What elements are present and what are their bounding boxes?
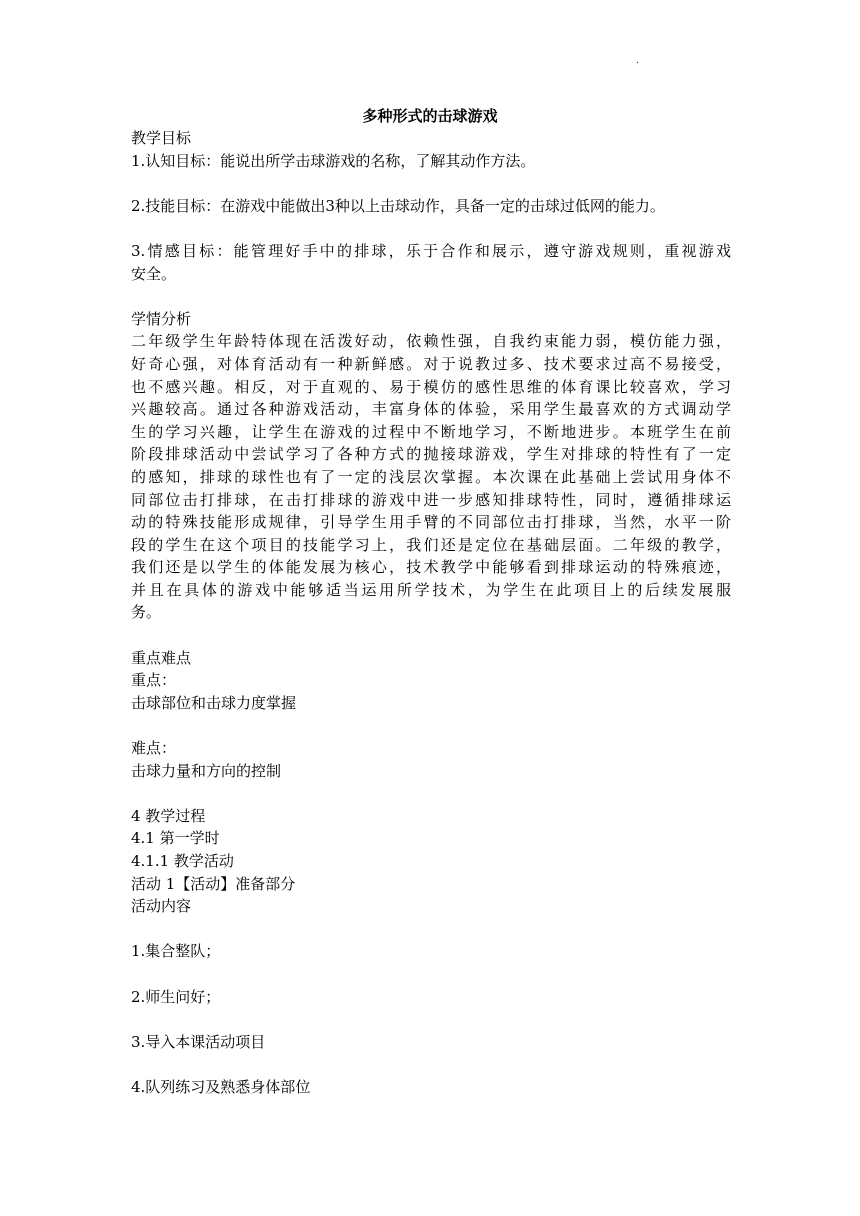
analysis-line: 段的学生在这个项目的技能学习上，我们还是定位在基础层面。二年级的教学， bbox=[131, 535, 731, 554]
activity-step: 1.集合整队； bbox=[131, 942, 221, 961]
goal-skill: 2.技能目标：在游戏中能做出3种以上击球动作，具备一定的击球过低网的能力。 bbox=[131, 196, 665, 215]
spacer bbox=[131, 1008, 731, 1031]
spacer bbox=[131, 172, 731, 195]
key-point-label: 重点： bbox=[131, 671, 177, 690]
analysis-line: 并且在具体的游戏中能够适当运用所学技术，为学生在此项目上的后续发展服 bbox=[131, 580, 731, 599]
section-heading-goals: 教学目标 bbox=[131, 129, 192, 147]
difficulty-label: 难点： bbox=[131, 739, 177, 758]
analysis-line: 同部位击打排球，在击打排球的游戏中进一步感知排球特性，同时，遵循排球运 bbox=[131, 490, 731, 509]
difficulty-text: 击球力量和方向的控制 bbox=[131, 761, 282, 780]
analysis-line: 的感知，排球的球性也有了一定的浅层次掌握。本次课在此基础上尝试用身体不 bbox=[131, 467, 731, 486]
spacer bbox=[131, 714, 731, 737]
section-heading-process: 4 教学过程 bbox=[131, 806, 206, 825]
analysis-line: 好奇心强，对体育活动有一种新鲜感。对于说教过多、技术要求过高不易接受， bbox=[131, 354, 731, 373]
analysis-line: 阶段排球活动中尝试学习了各种方式的抛接球游戏，学生对排球的特性有了一定 bbox=[131, 445, 731, 464]
analysis-line: 务。 bbox=[131, 603, 162, 622]
process-subheading: 4.1.1 教学活动 bbox=[131, 852, 234, 870]
spacer bbox=[131, 918, 731, 941]
spacer bbox=[131, 782, 731, 805]
document-body bbox=[131, 127, 731, 1099]
analysis-line: 我们还是以学生的体能发展为核心，技术教学中能够看到排球运动的特殊痕迹， bbox=[131, 558, 731, 577]
document-title: 多种形式的击球游戏 bbox=[362, 107, 498, 125]
activity-content-label: 活动内容 bbox=[131, 897, 192, 916]
goal-affective-line-1: 3.情感目标：能管理好手中的排球，乐于合作和展示，遵守游戏规则，重视游戏 bbox=[131, 241, 731, 260]
activity-step: 2.师生问好； bbox=[131, 987, 221, 1006]
spacer bbox=[131, 217, 731, 240]
activity-step: 3.导入本课活动项目 bbox=[131, 1032, 266, 1051]
section-heading-analysis: 学情分析 bbox=[131, 309, 192, 328]
header-mark: . bbox=[636, 55, 640, 66]
spacer bbox=[131, 963, 731, 986]
goal-affective-line-2: 安全。 bbox=[131, 264, 177, 283]
analysis-line: 动的特殊技能形成规律，引导学生用手臂的不同部位击打排球，当然，水平一阶 bbox=[131, 513, 731, 532]
analysis-line: 也不感兴趣。相反，对于直观的、易于模仿的感性思维的体育课比较喜欢，学习 bbox=[131, 377, 731, 396]
analysis-line: 兴趣较高。通过各种游戏活动，丰富身体的体验，采用学生最喜欢的方式调动学 bbox=[131, 400, 731, 419]
activity-step: 4.队列练习及熟悉身体部位 bbox=[131, 1077, 311, 1096]
spacer bbox=[131, 1053, 731, 1076]
analysis-line: 生的学习兴趣，让学生在游戏的过程中不断地学习，不断地进步。本班学生在前 bbox=[131, 422, 731, 441]
process-subheading: 4.1 第一学时 bbox=[131, 829, 220, 848]
key-point-text: 击球部位和击球力度掌握 bbox=[131, 693, 297, 712]
spacer bbox=[131, 285, 731, 308]
spacer bbox=[131, 624, 731, 647]
analysis-line: 二年级学生年龄特体现在活泼好动，依赖性强，自我约束能力弱，模仿能力强， bbox=[131, 332, 731, 351]
section-heading-key-points: 重点难点 bbox=[131, 648, 192, 667]
goal-cognitive: 1.认知目标：能说出所学击球游戏的名称，了解其动作方法。 bbox=[131, 151, 536, 170]
activity-title: 活动 1【活动】准备部分 bbox=[131, 874, 296, 893]
